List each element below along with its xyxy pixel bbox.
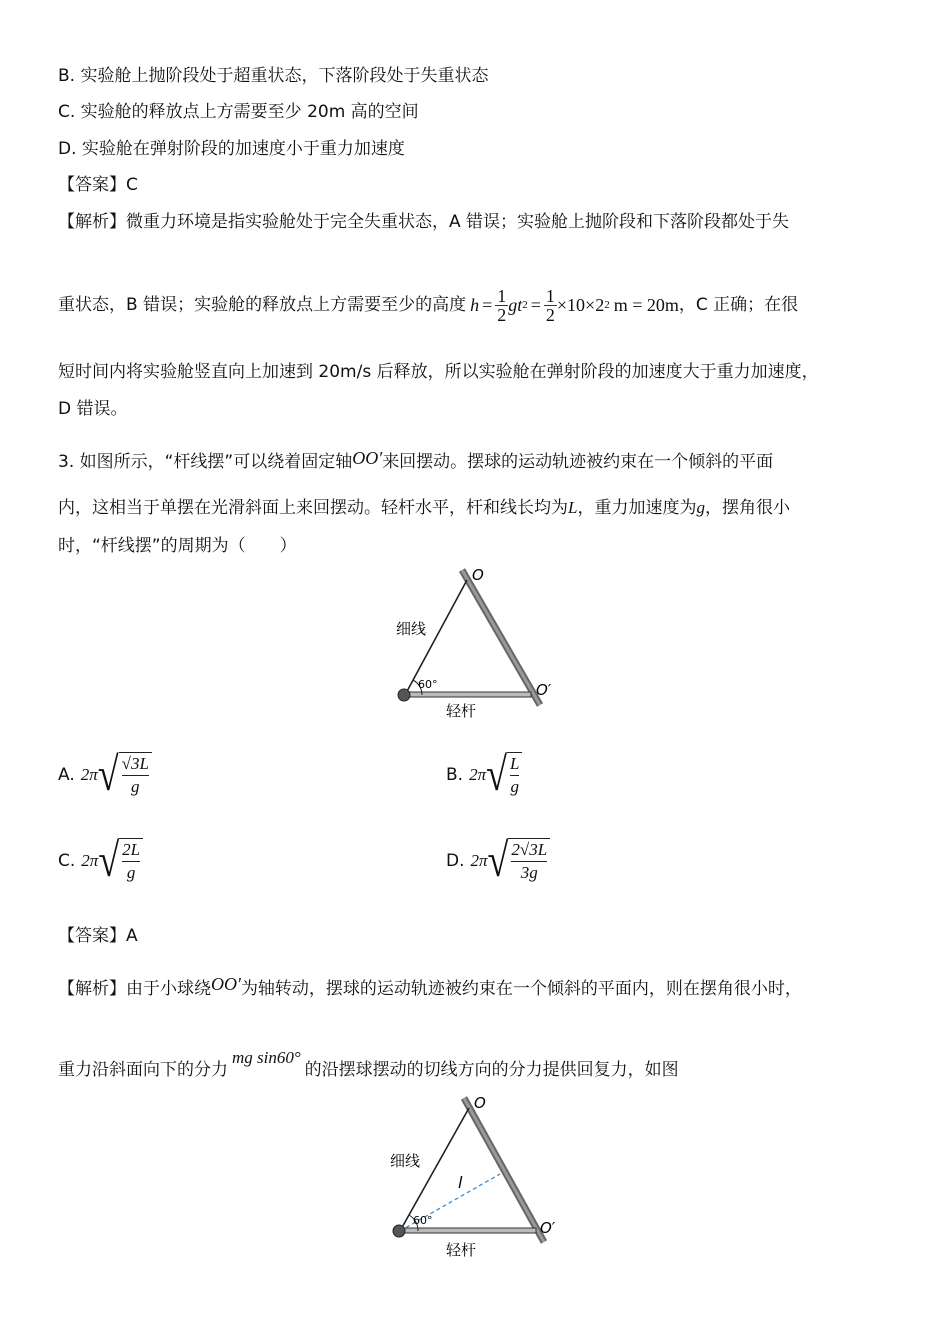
sqrt-icon: √ (487, 834, 509, 888)
q3-stem-line3: 时，“杆线摆”的周期为（ ） (58, 536, 297, 556)
label-angle: 60° (418, 678, 438, 691)
formula-half-1: $\frac{1}{2}$ (497, 285, 507, 325)
option-a-den: g (131, 777, 140, 796)
answer-prev: 【答案】C (58, 175, 138, 195)
option-d[interactable] (446, 834, 550, 888)
analysis-q3-line1-post: 为轴转动，摆球的运动轨迹被约束在一个倾斜的平面内，则在摆角很小时， (240, 979, 802, 999)
analysis-prev-line2-pre: 重状态，B 错误；实验舱的释放点上方需要至少的高度 (58, 295, 467, 315)
formula-unit: m = 20m (613, 295, 679, 315)
option-c-coef: 2π (81, 851, 99, 870)
option-b-coef: 2π (469, 765, 487, 784)
sqrt-icon: √ (98, 834, 120, 888)
analysis-prev-line1: 【解析】微重力环境是指实验舱处于完全失重状态，A 错误；实验舱上抛阶段和下落阶段都处于失 (58, 212, 790, 232)
sqrt-icon: √ (97, 748, 119, 802)
answer-q3: 【答案】A (58, 926, 138, 946)
option-a[interactable] (58, 748, 152, 802)
formula-half-2: $\frac{1}{2}$ (545, 285, 555, 325)
analysis-prev-line3: 短时间内将实验舱竖直向上加速到 20m/s 后释放，所以实验舱在弹射阶段的加速度大于重力加速度， (58, 362, 819, 382)
formula-eq2: = (530, 295, 541, 315)
label-rod: 轻杆 (446, 702, 477, 720)
formula-sup-1: 2 (522, 299, 528, 311)
analysis-prev-line2-post: ，C 正确；在很 (678, 295, 799, 315)
option-c-text: C. 实验舱的释放点上方需要至少 20m 高的空间 (58, 102, 419, 122)
option-c-formula (81, 834, 143, 888)
option-b-num: L (510, 753, 519, 776)
option-c-label: C. (58, 851, 76, 871)
option-c-den: g (126, 863, 136, 882)
label-l: l (458, 1173, 463, 1192)
analysis-prev-line2 (58, 282, 798, 328)
label-O-prime: O′ (536, 681, 552, 699)
q3-stem1-post: 来回摆动。摆球的运动轨迹被约束在一个倾斜的平面 (382, 452, 774, 472)
analysis-q3-line2 (58, 1046, 679, 1082)
pendulum-ball (398, 689, 410, 701)
analysis-q3-line2-pre: 重力沿斜面向下的分力 (58, 1060, 228, 1080)
option-d-label: D. (446, 851, 465, 871)
option-b-label: B. (446, 765, 464, 785)
light-rod (405, 692, 531, 697)
analysis-q3-line1-pre: 【解析】由于小球绕 (58, 979, 211, 999)
analysis-q3-axis: OO′ (211, 974, 241, 994)
option-b-den: g (510, 777, 519, 796)
light-rod-2 (400, 1228, 536, 1233)
option-d-coef: 2π (470, 851, 488, 870)
formula-eq1: = (482, 295, 493, 315)
q3-stem2-post: ，摆角很小 (704, 498, 790, 518)
pendulum-figure-2 (380, 1088, 580, 1258)
label-O-prime-2: O′ (540, 1219, 556, 1237)
formula-mid: ×10×2 (556, 295, 605, 315)
q3-var-g: g (696, 498, 705, 517)
option-d-formula (470, 834, 551, 888)
option-d-num: 2√3L (511, 839, 547, 862)
option-a-num: √3L (122, 753, 149, 776)
option-c-num: 2L (122, 839, 140, 862)
option-a-formula (80, 748, 152, 802)
formula-h: h (470, 295, 480, 315)
label-string-2: 细线 (390, 1152, 421, 1170)
option-d-den: 3g (520, 863, 538, 882)
label-O-2: O (474, 1094, 486, 1112)
pendulum-ball-2 (393, 1225, 405, 1237)
formula-gt: gt (508, 295, 523, 315)
option-b[interactable] (446, 748, 522, 802)
analysis-q3-line2-post: 的沿摆球摆动的切线方向的分力提供回复力，如图 (304, 1060, 679, 1080)
q3-stem2-mid: ，重力加速度为 (577, 498, 697, 518)
analysis-prev-line4: D 错误。 (58, 399, 128, 419)
label-rod-2: 轻杆 (446, 1241, 477, 1258)
option-b-text: B. 实验舱上抛阶段处于超重状态，下落阶段处于失重状态 (58, 66, 489, 86)
label-string: 细线 (396, 620, 427, 638)
formula-sup-2: 2 (604, 299, 610, 311)
option-d-text: D. 实验舱在弹射阶段的加速度小于重力加速度 (58, 139, 405, 159)
option-b-formula (469, 748, 522, 802)
label-angle-2: 60° (413, 1214, 433, 1227)
sqrt-icon: √ (486, 748, 507, 802)
q3-stem-line2 (58, 496, 790, 520)
analysis-q3-line1 (58, 972, 802, 1001)
option-a-coef: 2π (80, 765, 98, 784)
q3-stem-line1 (58, 446, 773, 474)
pendulum-figure-1 (380, 560, 580, 725)
height-formula (470, 287, 679, 324)
q3-axis: OO′ (352, 448, 383, 468)
option-c[interactable] (58, 834, 143, 888)
q3-var-L: L (568, 498, 578, 517)
q3-stem2-pre: 内，这相当于单摆在光滑斜面上来回摆动。轻杆水平，杆和线长均为 (58, 498, 568, 518)
q3-stem1-pre: 3. 如图所示，“杆线摆”可以绕着固定轴 (58, 452, 353, 472)
option-a-label: A. (58, 765, 75, 785)
label-O: O (472, 566, 484, 584)
analysis-q3-formula: mg sin60° (232, 1048, 301, 1067)
